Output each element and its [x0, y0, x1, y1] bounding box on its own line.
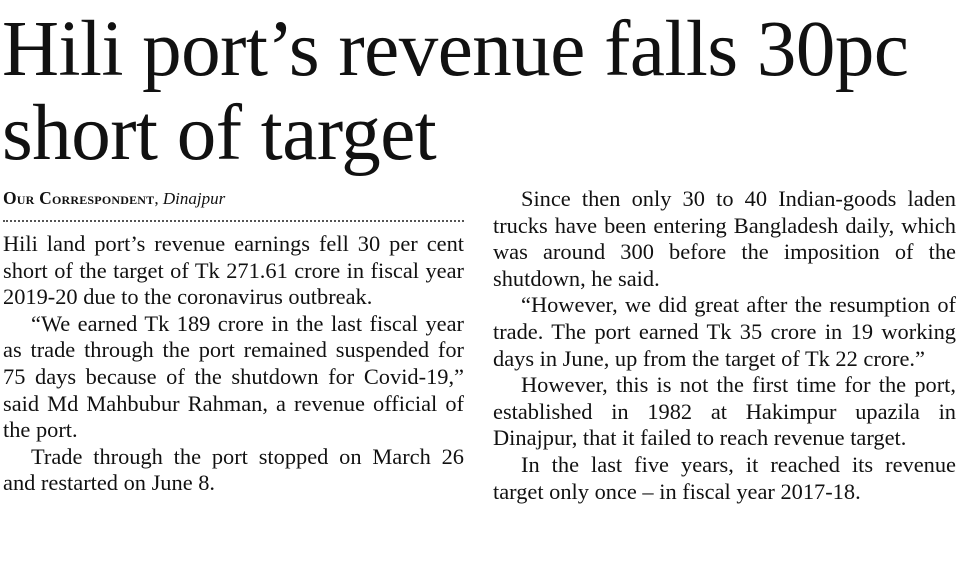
article-paragraph: However, this is not the first time for the port, established in 1982 at Hakimpur upazila in Dinajpur, that it failed to reach revenue target.	[493, 372, 956, 451]
article-paragraph: “However, we did great after the resumption of trade. The port earned Tk 35 crore in 19 working days in June, up from the target of Tk 22 crore.”	[493, 292, 956, 371]
byline	[3, 186, 464, 211]
byline-separator: ,	[154, 189, 159, 208]
headline: Hili port’s revenue falls 30pc short of target	[2, 6, 909, 177]
byline-author: Our Correspondent	[3, 188, 155, 208]
article-paragraph: In the last five years, it reached its revenue target only once – in fiscal year 2017-18.	[493, 451, 956, 504]
article-paragraph: Hili land port’s revenue earnings fell 30 per cent short of the target of Tk 271.61 crore in fiscal year 2019-20 due to the coronavirus outbreak.	[3, 231, 464, 310]
article-paragraph: “We earned Tk 189 crore in the last fiscal year as trade through the port remained suspended for 75 days because of the shutdown for Covid-19,” said Md Mahbubur Rahman, a revenue official of the port.	[3, 310, 464, 443]
article-paragraph: Since then only 30 to 40 Indian-goods laden trucks have been entering Bangladesh daily, which was around 300 before the imposition of the shutdown, he said.	[493, 186, 956, 291]
article-column-left	[3, 186, 464, 497]
byline-place: Dinajpur	[162, 189, 226, 208]
article-paragraph: Trade through the port stopped on March 26 and restarted on June 8.	[3, 443, 464, 496]
article-column-right	[493, 186, 956, 505]
byline-divider	[3, 220, 464, 222]
